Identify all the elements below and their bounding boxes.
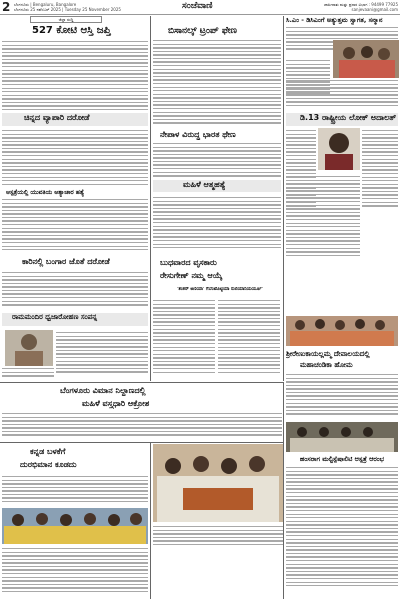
section-divider — [0, 382, 284, 383]
contact-email: sanjevaani@gmail.com — [351, 7, 398, 12]
masthead-location: ಬೆಂಗಳೂರು | Bengaluru, Bangalore — [14, 2, 77, 7]
headline-cm-welcome: ಸಿ.ಎಂ - ಡಿಸಿಎಂಗೆ ಅತ್ಯುತ್ತಮ ಸ್ವಾಗತ, ಸನ್ಮಾನ — [286, 16, 383, 24]
body-text — [153, 300, 215, 380]
headline-temple-line1: ಶ್ರೀರೇಣುಕಾಯಲ್ಲಮ್ಮ ದೇವಾಲಯದಲ್ಲಿ — [286, 350, 370, 358]
headline-airport-line2: ಮಹಿಳೆ ವಸ್ತ್ರಧಾರಿ ಆಕ್ರೋಶ — [82, 399, 150, 408]
body-text — [286, 176, 360, 266]
headline-lok-adalat: ಡಿ.13 ರಾಷ್ಟ್ರೀಯ ಲೋಕ್ ಅದಾಲತ್ — [286, 113, 398, 126]
column-rule — [283, 16, 284, 381]
headline-property-seize: 527 ಕೋಟಿ ಆಸ್ತಿ ಜಪ್ತಿ — [32, 25, 111, 36]
news-photo-temple — [286, 316, 398, 346]
section-divider — [0, 442, 284, 443]
headline-hospital-opening: ಹಂಸರಾಗ ಮಲ್ಟಿಸ್ಪೆಷಾಲಿಟಿ ಆಸ್ಪತ್ರೆ ಆರಂಭ — [299, 455, 385, 463]
headline-airport-line1: ಬೆಂಗಳೂರು ವಿಮಾನ ನಿಲ್ದಾಣದಲ್ಲಿ — [60, 386, 146, 395]
body-text — [2, 476, 148, 506]
body-text — [286, 467, 398, 597]
masthead-date: ಬೆಂಗಳೂರು 25 ನವೆಂಬರ್ 2025 | Tuesday 25 November 2025 — [14, 7, 121, 12]
body-text — [153, 197, 281, 253]
body-text — [2, 413, 282, 441]
body-text — [286, 80, 398, 112]
pull-quote: 'ಶಂಕರ್ ಅಣಿಯಾ' ಗೆಬೆಂಟೊಟ್ಟಿಯಾ ರುಬಿಯಾನಿಯರ್ಯೂ' — [177, 287, 263, 292]
body-text — [2, 272, 148, 310]
headline-gold-robbery: ಚಿನ್ನದ ವ್ಯಾಪಾರಿ ದರೋಡೆ — [2, 113, 148, 126]
headline-kannada-line2: ದುರಭಿಮಾನ ಕೂಡದು — [20, 460, 77, 469]
news-photo-judge — [318, 128, 360, 170]
body-text — [218, 300, 280, 380]
headline-kannada-line1: ಕನ್ನಡ ಬಳಕೆಗೆ — [30, 447, 66, 456]
headline-wednesday-line1: ಬುಧವಾರದ ವೃಸಕಾರು — [160, 258, 217, 267]
headline-temple-line2: ಮಹಾಚಂಡಿಕಾ ಹೋಮ — [300, 361, 353, 369]
masthead-date-line — [14, 2, 164, 12]
column-rule — [150, 16, 151, 381]
body-text — [153, 40, 281, 130]
headline-nepal-india: ನೇಪಾಳ ವಿರುದ್ಧ ಭಾರತ ಥೇಣ — [160, 130, 236, 139]
news-photo-kannada — [2, 508, 148, 544]
news-photo-welcome — [333, 40, 399, 78]
contact-phone: ಜಾಹೀರಾತು ಮತ್ತು ಪ್ರಸಾರ ವಿಭಾಗ : 94499 77925 — [323, 2, 398, 7]
section-label: ಜಿಲ್ಲಾ ಸುದ್ದಿ — [30, 16, 102, 23]
news-photo-portrait — [5, 330, 53, 366]
body-text — [2, 368, 54, 380]
headline-car-robbery: ಕಾರಿನಲ್ಲಿ ಬಂಗಾರ ಜೊತೆ ದರೋಡೆ — [22, 257, 110, 266]
body-text — [2, 199, 148, 255]
body-text — [153, 143, 281, 179]
brand-logo: ಸಂಜೆವಾಣಿ — [182, 1, 213, 11]
page-number: 2 — [2, 0, 11, 14]
headline-woman-suicide: ಮಹಿಳೆ ಆತ್ಮಹತ್ಯೆ — [153, 180, 281, 192]
headline-wednesday-line2: ರೇಸುಗೇಣ್ ನಮ್ಮ ಆಯ್ಕೆ — [160, 271, 223, 280]
headline-ram-mandir: ರಾಮಮಂದಿರ ಧ್ವಜಾರೋಹಣ ಸಂಪನ್ನ — [2, 313, 148, 326]
body-text — [2, 130, 148, 188]
headline-hospital: ಆಸ್ಪತ್ರೆಯಲ್ಲಿ ಯುವತಿಯ ಅತ್ಯಾಚಾರ ಹತ್ಯೆ — [6, 189, 85, 196]
body-text — [2, 548, 148, 598]
body-text — [362, 130, 398, 216]
photo-caption — [153, 526, 283, 550]
column-rule — [150, 443, 151, 599]
column-rule — [283, 382, 284, 599]
masthead — [0, 0, 400, 15]
body-text — [2, 41, 148, 113]
news-photo-hospital — [286, 422, 398, 452]
headline-trump: ಬಿಸಾನಲ್ಕ್ ಟ್ರಂಪ್ ಫೇಣ — [168, 26, 237, 36]
masthead-contact — [262, 2, 398, 12]
body-text — [56, 332, 148, 380]
news-photo-event — [153, 444, 283, 522]
body-text — [286, 374, 398, 422]
